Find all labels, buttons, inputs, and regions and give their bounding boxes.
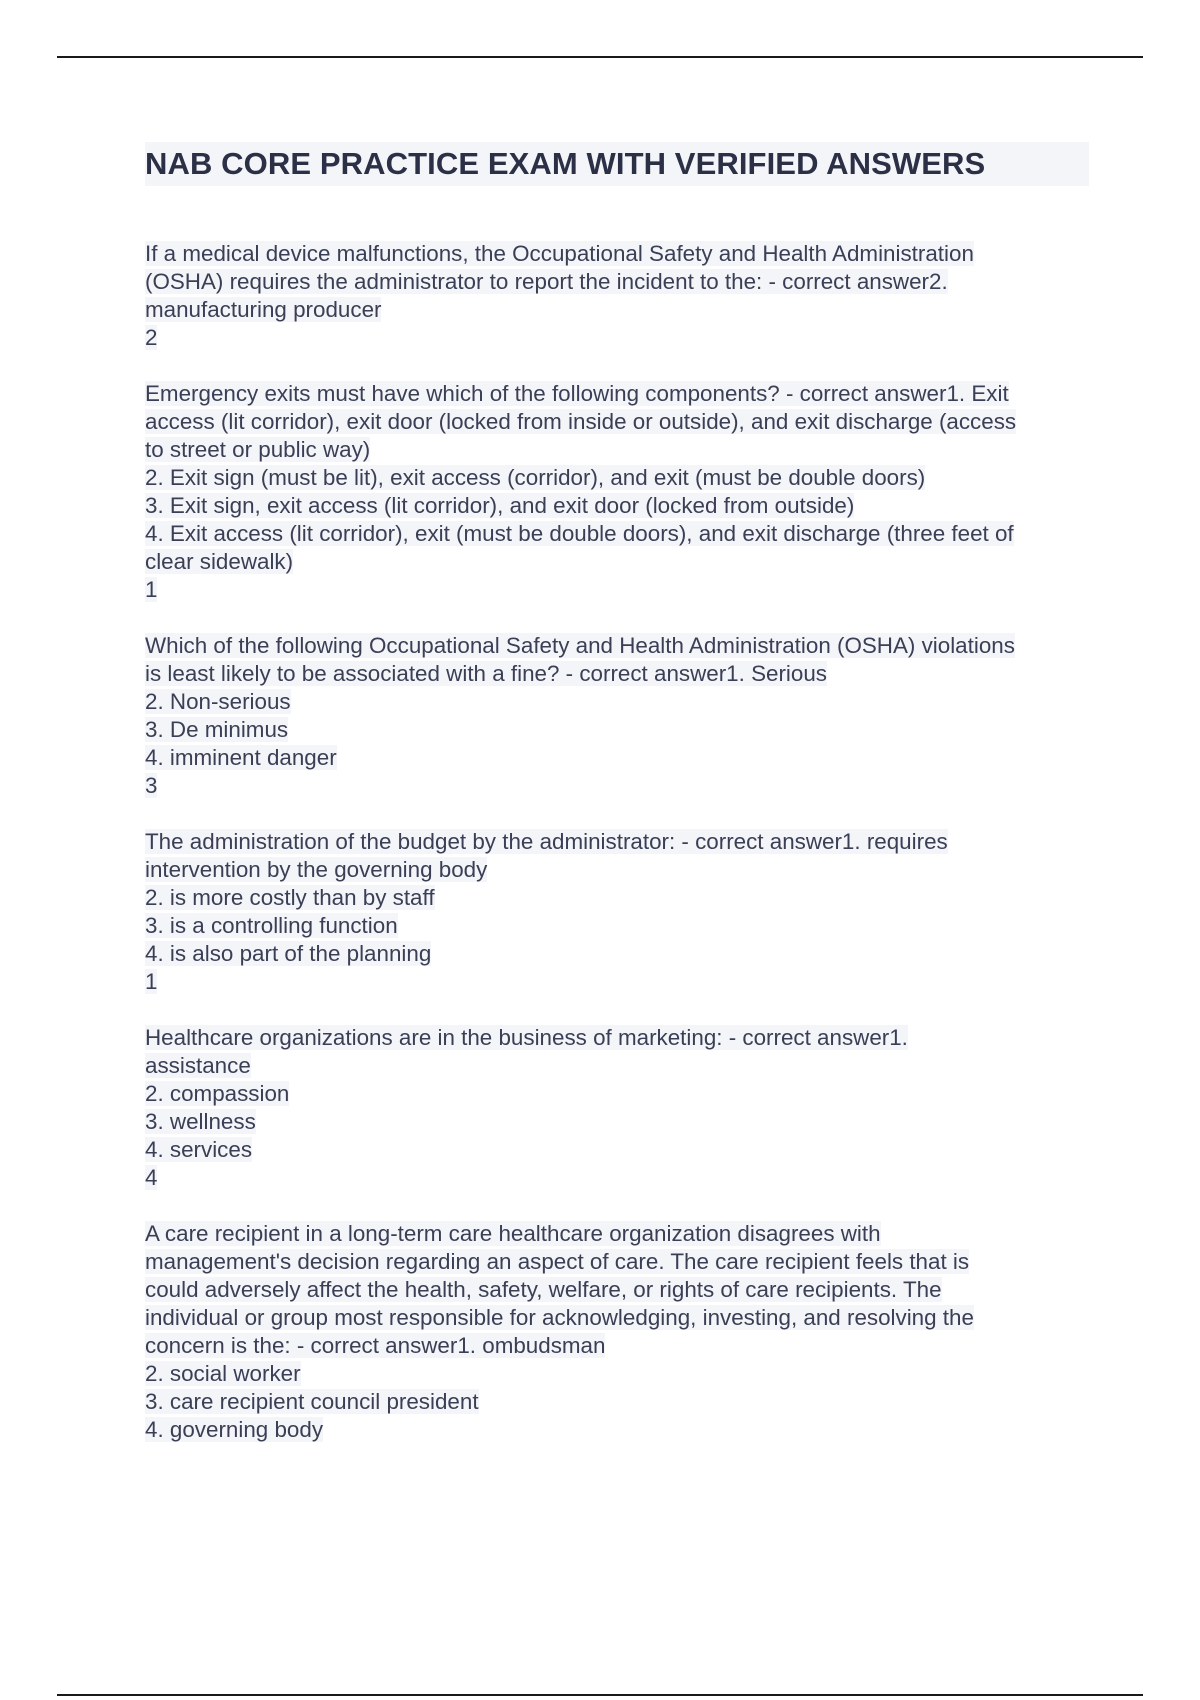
question-block <box>145 632 1089 800</box>
answer-option: 4. is also part of the planning <box>145 941 432 966</box>
answer-option: 4. Exit access (lit corridor), exit (must be double doors), and exit discharge (three feet of <box>145 521 1014 546</box>
answer-key: 1 <box>145 577 158 602</box>
answer-option: 2. compassion <box>145 1081 290 1106</box>
question-line: Emergency exits must have which of the following components? - correct answer1. Exit <box>145 381 1009 406</box>
question-line: management's decision regarding an aspect of care. The care recipient feels that is <box>145 1249 970 1274</box>
question-block <box>145 380 1089 604</box>
answer-option: 3. care recipient council president <box>145 1389 479 1414</box>
answer-option: clear sidewalk) <box>145 549 294 574</box>
question-line: intervention by the governing body <box>145 857 488 882</box>
answer-key: 4 <box>145 1165 158 1190</box>
question-line: is least likely to be associated with a fine? - correct answer1. Serious <box>145 661 827 686</box>
answer-option: 3. De minimus <box>145 717 289 742</box>
question-block <box>145 1024 1089 1192</box>
answer-option: 2. social worker <box>145 1361 301 1386</box>
question-line: The administration of the budget by the administrator: - correct answer1. requires <box>145 829 948 854</box>
question-line: Which of the following Occupational Safety and Health Administration (OSHA) violations <box>145 633 1015 658</box>
question-block <box>145 240 1089 352</box>
question-block <box>145 828 1089 996</box>
question-line: individual or group most responsible for acknowledging, investing, and resolving the <box>145 1305 974 1330</box>
question-line: could adversely affect the health, safety, welfare, or rights of care recipients. The <box>145 1277 942 1302</box>
answer-key: 2 <box>145 325 158 350</box>
question-line: concern is the: - correct answer1. ombudsman <box>145 1333 606 1358</box>
answer-option: 3. is a controlling function <box>145 913 398 938</box>
question-line: If a medical device malfunctions, the Occupational Safety and Health Administration <box>145 241 974 266</box>
question-line: assistance <box>145 1053 251 1078</box>
document-title: NAB CORE PRACTICE EXAM WITH VERIFIED ANSWERS <box>145 142 1089 186</box>
answer-option: 3. Exit sign, exit access (lit corridor), and exit door (locked from outside) <box>145 493 855 518</box>
answer-option: 2. Non-serious <box>145 689 291 714</box>
question-line: to street or public way) <box>145 437 371 462</box>
document-body <box>145 142 1089 1472</box>
question-line: A care recipient in a long-term care healthcare organization disagrees with <box>145 1221 881 1246</box>
answer-option: 4. services <box>145 1137 253 1162</box>
answer-key: 3 <box>145 773 158 798</box>
answer-option: 2. Exit sign (must be lit), exit access (corridor), and exit (must be double doors) <box>145 465 926 490</box>
answer-option: 4. imminent danger <box>145 745 337 770</box>
question-line: Healthcare organizations are in the business of marketing: - correct answer1. <box>145 1025 908 1050</box>
footer-rule <box>57 1694 1143 1696</box>
question-line: (OSHA) requires the administrator to report the incident to the: - correct answer2. <box>145 269 948 294</box>
answer-option: 2. is more costly than by staff <box>145 885 435 910</box>
question-block <box>145 1220 1089 1444</box>
answer-option: 4. governing body <box>145 1417 324 1442</box>
question-line: access (lit corridor), exit door (locked from inside or outside), and exit discharge (access <box>145 409 1017 434</box>
question-line: manufacturing producer <box>145 297 382 322</box>
answer-option: 3. wellness <box>145 1109 256 1134</box>
header-rule <box>57 56 1143 58</box>
answer-key: 1 <box>145 969 158 994</box>
